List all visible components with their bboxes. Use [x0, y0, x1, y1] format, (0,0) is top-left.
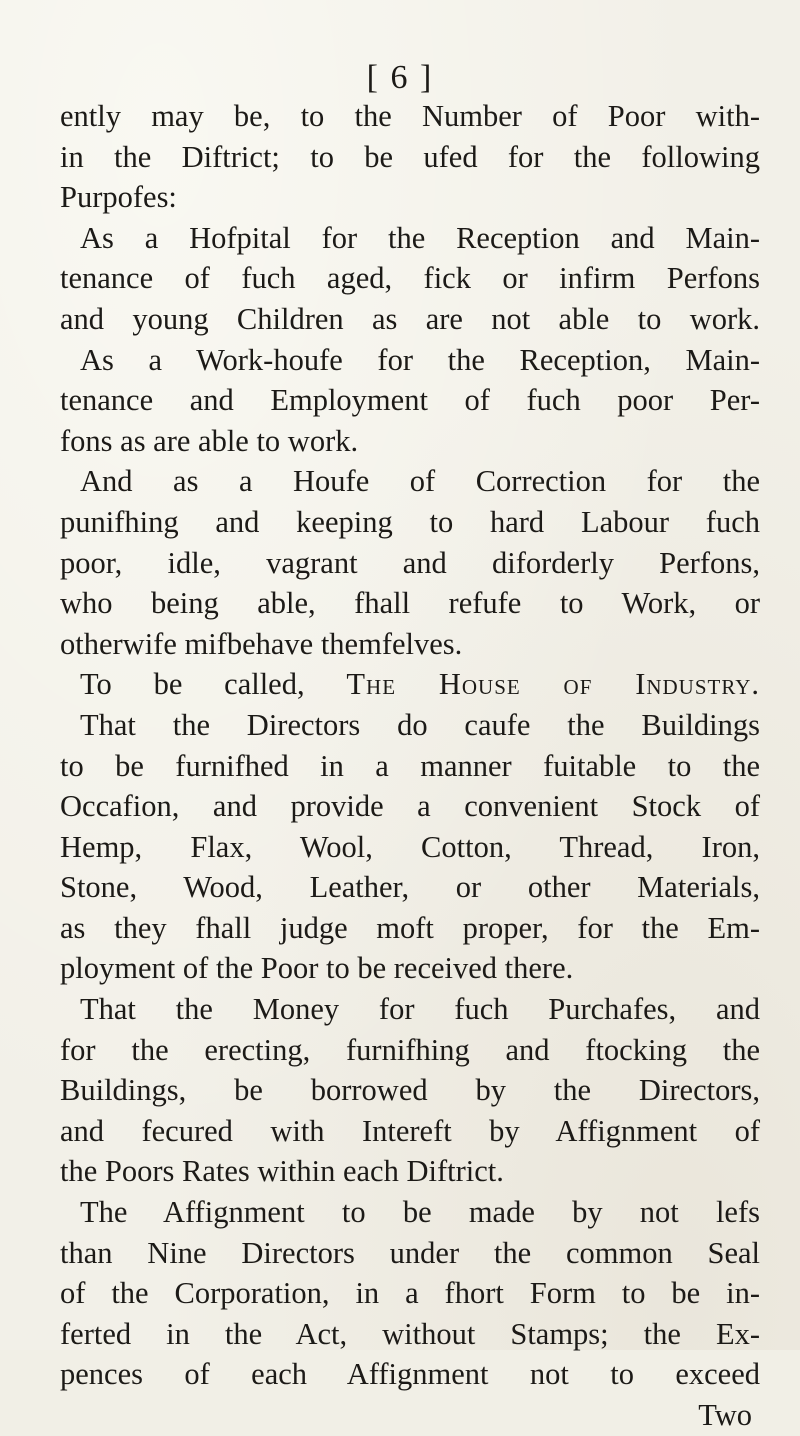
- text-line: tenance of fuch aged, fick or infirm Perfons: [60, 261, 760, 296]
- text-line: punifhing and keeping to hard Labour fuch: [60, 504, 760, 539]
- body-text: [60, 96, 760, 1436]
- text-line: who being able, fhall refufe to Work, or: [60, 586, 760, 621]
- text-line: in the Diftrict; to be ufed for the following: [60, 139, 760, 174]
- house-name: The House of Industry.: [346, 667, 760, 702]
- text-line: And as a Houfe of Correction for the: [80, 464, 760, 499]
- text-line: Stone, Wood, Leather, or other Materials,: [60, 870, 760, 905]
- text-line: for the erecting, furnifhing and ftocking the: [60, 1032, 760, 1067]
- text-line: That the Money for fuch Purchafes, and: [80, 992, 760, 1027]
- text-line: and young Children as are not able to work.: [60, 301, 760, 336]
- page-number: [ 6 ]: [366, 59, 434, 96]
- text-line: As a Work-houfe for the Reception, Main-: [80, 342, 760, 377]
- text-line-prefix: To be called,: [80, 667, 347, 702]
- text-line: as they fhall judge moft proper, for the Em-: [60, 910, 760, 945]
- text-line: pences of each Affignment not to exceed: [60, 1357, 760, 1392]
- text-line: ployment of the Poor to be received there.: [60, 951, 574, 986]
- text-line-house-name: [60, 664, 760, 705]
- text-line: Hemp, Flax, Wool, Cotton, Thread, Iron,: [60, 829, 760, 864]
- text-line: As a Hofpital for the Reception and Main-: [80, 220, 760, 255]
- text-line: of the Corporation, in a fhort Form to be in-: [60, 1276, 760, 1311]
- text-line: and fecured with Intereft by Affignment of: [60, 1113, 760, 1148]
- text-line: Buildings, be borrowed by the Directors,: [60, 1073, 760, 1108]
- text-line: otherwife mifbehave themfelves.: [60, 626, 463, 661]
- text-line: The Affignment to be made by not lefs: [80, 1195, 760, 1230]
- text-line: ently may be, to the Number of Poor with-: [60, 99, 760, 133]
- text-line: tenance and Employment of fuch poor Per-: [60, 383, 760, 418]
- text-line: That the Directors do caufe the Buildings: [80, 707, 760, 742]
- text-line: the Poors Rates within each Diftrict.: [60, 1154, 504, 1189]
- text-line: ferted in the Act, without Stamps; the Ex-: [60, 1316, 760, 1351]
- text-line: Occafion, and provide a convenient Stock of: [60, 789, 760, 824]
- text-line: fons as are able to work.: [60, 423, 359, 458]
- text-line: poor, idle, vagrant and diforderly Perfons,: [60, 545, 760, 580]
- text-line: than Nine Directors under the common Seal: [60, 1235, 760, 1270]
- text-line: to be furnifhed in a manner fuitable to the: [60, 748, 760, 783]
- catchword: Two: [698, 1398, 752, 1432]
- text-line: Purpofes:: [60, 180, 177, 215]
